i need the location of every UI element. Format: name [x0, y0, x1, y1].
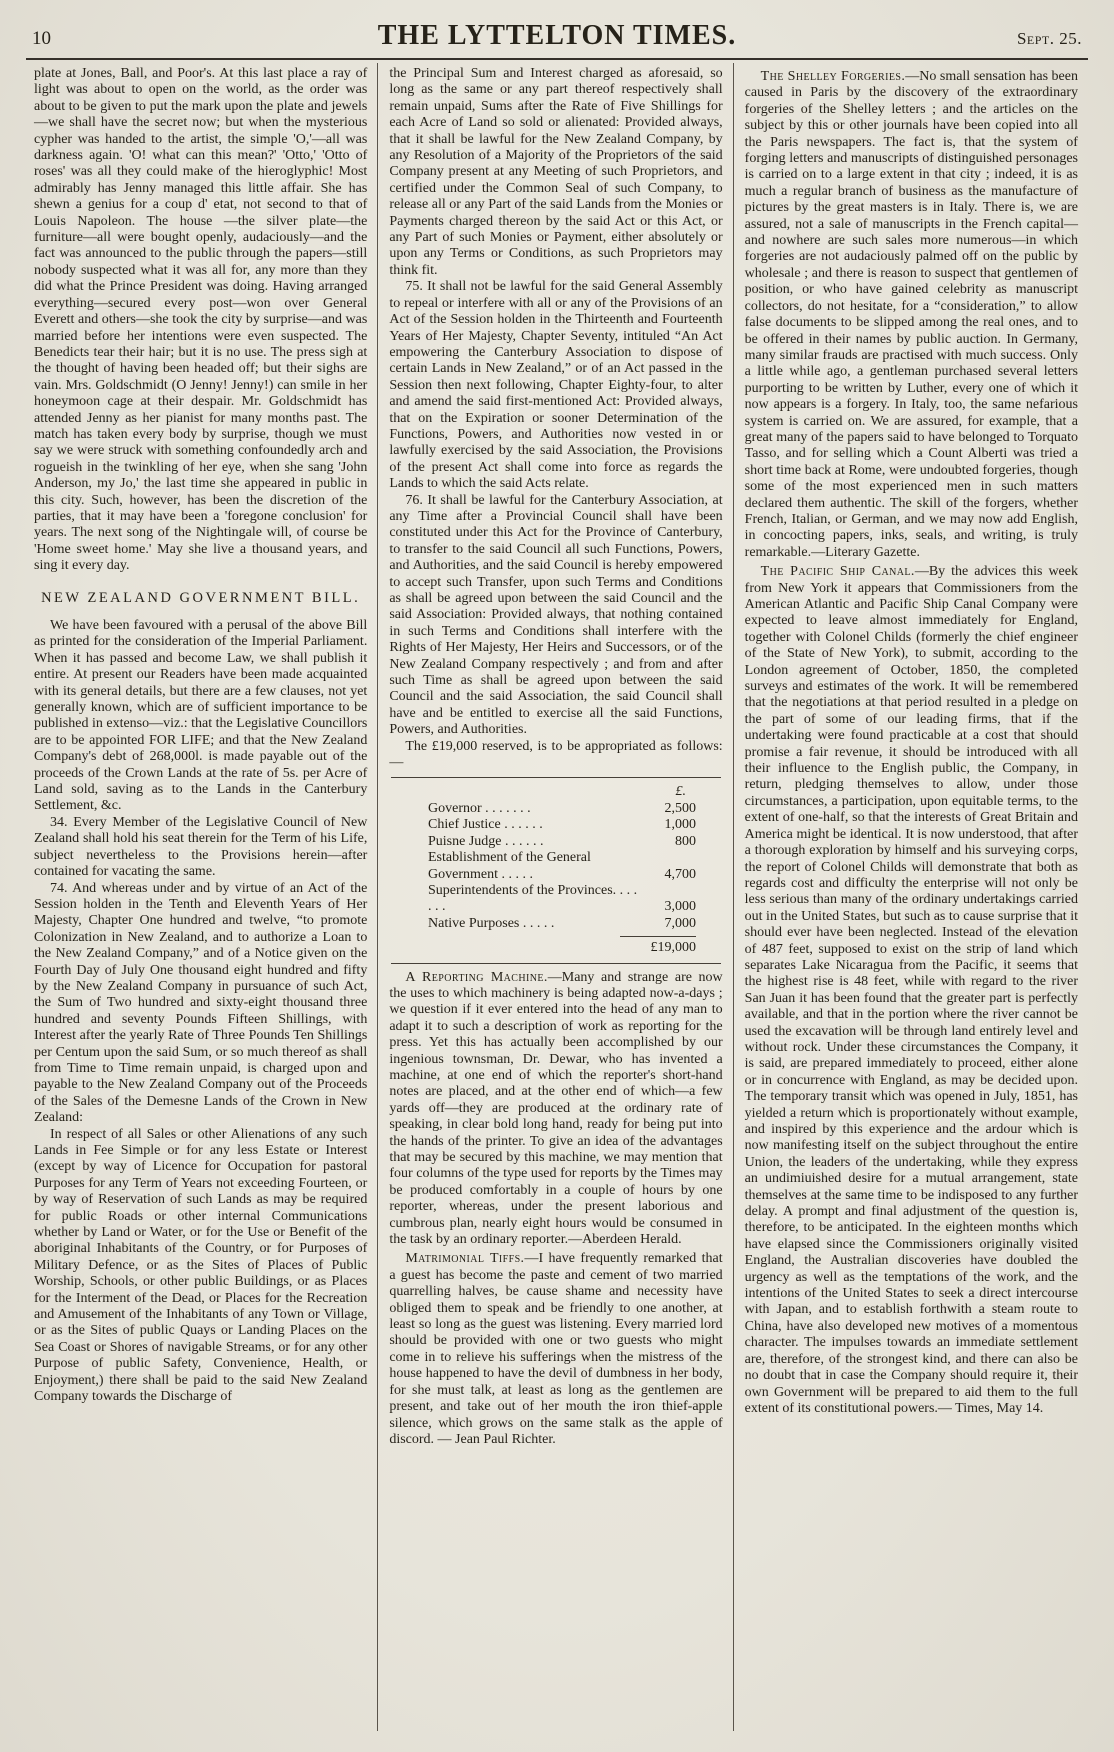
- issue-date: Sept. 25.: [1016, 29, 1082, 48]
- table-row: [416, 883, 696, 916]
- currency-header: £.: [675, 784, 686, 800]
- row-value: 7,000: [664, 915, 696, 931]
- article-body: —No small sensation has been caused in Paris by the discovery of the extraordinary forgeries of the Shelley letters ; and the articles on the subject by this or other journals have been copied into all the Paris newspapers. The fact is, that the system of forging letters and manuscripts of distinguished personages is carried on to a large extent in that city ; indeed, it is as much a regular branch of business as the manufacture of pictures by the great masters is in Italy. There is, we are assured, not a sale of manuscripts in the French capital—and nowhere are such sales more numerous—in which forgeries are not audaciously palmed off on the public by wholesale ; and there is reason to suspect that gentlemen of position, or who have gained celebrity as manuscript collectors, do not hesitate, for a “consideration,” to allow false documents to be slipped among the real ones, and to be offered in their names by public auction. In Germany, many similar frauds are practised with much success. Only a little while ago, a gentleman purchased several letters purporting to be written by Luther, every one of which it now appears is a forgery. In Italy, too, the same nefarious system is carried on. We are assured, for example, that a great many of the papers said to have belonged to Torquato Tasso, and for selling which a Count Alberti was tried a short time back at Rome, were undoubted forgeries, though some of the most experienced men in such matters declared them authentic. The skill of the forgers, whether French, Italian, or German, and we may now add English, in concocting papers, inks, seals, and writing, is truly remarkable.—Literary Gazette.: [744, 69, 1078, 560]
- article-lead: The Pacific Ship Canal.: [760, 564, 915, 580]
- section-heading-nz-government-bill: NEW ZEALAND GOVERNMENT BILL.: [41, 589, 361, 606]
- article-lead: The Shelley Forgeries.: [760, 69, 906, 84]
- article-pacific-ship-canal: [745, 564, 1078, 1417]
- article-shelley-forgeries: [745, 69, 1078, 561]
- table-row: [416, 801, 696, 817]
- table-row: [416, 916, 696, 932]
- row-value: 800: [674, 833, 696, 849]
- table-total: £19,000: [620, 936, 696, 956]
- row-label: Governor . . . . . . .: [428, 800, 531, 816]
- paragraph-continuation: plate at Jones, Ball, and Poor's. At this last place a ray of light was about to open on the world, as the order was about to be given to put the mark upon the plate and jewels—we shall have the secret now; but when the mysterious cypher was handed to the artist, the simple 'O,'—all was darkness again. 'O! what can this mean?' 'Otto,' 'Otto of roses' was all they could make of the hieroglyphic! Most admirably has Jenny managed this little affair. She has shewn a genius for a coup d' etat, not second to that of Louis Napoleon. The house —the silver plate—the furniture—all were bought openly, audaciously—and the fact was announced to the public through the papers—still nobody suspected what it was all for, any more than they did what the Prince President was doing. Having arranged everything—secured every post—won over General Everett and others—she took the city by surprise—and was married before her intentions were even suspected. The Benedicts tear their hair; but it is no use. The press sigh at the thought of having been headed off; but their sighs are vain. Mrs. Goldschmidt (O Jenny! Jenny!) can smile in her honeymoon cage at their despair. Mr. Goldschmidt has attended Jenny as her pianist for many months past. The match has taken every body by surprise, though we must say we were struck with something confoundedly arch and rogueish in the twinkling of her eye, when she sang 'John Anderson, my Jo,' the last time she appeared in public in this city. Such, however, has been the discretion of the parties, that it may have been a 'foregone conclusion' for years. The next song of the Nightingale will, of course be 'Home sweet home.' May she live a thousand years, and sing it every day.: [34, 66, 368, 574]
- paragraph: 76. It shall be lawful for the Canterbury Association, at any Time after a Provincial Council shall have been constituted under this Act for the Province of Canterbury, to transfer to the said Council all such Functions, Powers, and Authorities, and the said Council is hereby empowered to accept such Transfer, upon such Terms and Conditions as shall be agreed upon between the said Council and the said Association: Provided always, that nothing contained in such Terms and Conditions shall interfere with the Rights of Her Majesty, Her Heirs and Successors, or of the New Zealand Company respectively ; and from and after such Time as shall be agreed upon between the said Council and the said Association, the said Council shall have and be entitled to exercise all the said Functions, Powers, and Authorities.: [389, 492, 723, 738]
- column-3: [733, 63, 1088, 1731]
- row-value: 1,000: [664, 817, 696, 833]
- row-value: 3,000: [664, 899, 696, 915]
- article-matrimonial-tiffs: [389, 1251, 722, 1448]
- row-value: 4,700: [664, 866, 696, 882]
- table-row: [416, 850, 696, 883]
- paragraph: In respect of all Sales or other Alienations of any such Lands in Fee Simple or for any less Estate or Interest (except by way of Licence for Occupation for pastoral Purposes for any Term of Years not exceeding Fourteen, or by way of Reservation of such Lands as may be required for public Roads or other internal Communications whether by Land or Water, or for the Use or Benefit of the aboriginal Inhabitants of the Country, or for Purposes of Military Defence, or as the Sites of Places of Public Worship, Schools, or other public Buildings, or as Places for the Interment of the Dead, or Places for the Recreation and Amusement of the Inhabitants of any Town or Village, or as the Sites of public Quays or Landing Places on the Sea Coast or Shores of navigable Streams, or for any other Purpose of public Safety, Convenience, Health, or Enjoyment,) there shall be paid to the said New Zealand Company towards the Discharge of: [34, 1126, 368, 1405]
- paragraph: We have been favoured with a perusal of the above Bill as printed for the consideration of the Imperial Parliament. When it has passed and become Law, we shall publish it entire. At present our Readers have been made acquainted with its general details, but there are a few clauses, not yet generally known, which are of sufficient importance to be published in extenso—viz.: that the Legislative Councillors are to be appointed FOR LIFE; and that the New Zealand Company's debt of 268,000l. is made payable out of the proceeds of the Crown Lands at the rate of 5s. per Acre of Land sold, saving as to the Lands in the Canterbury Settlement, &c.: [34, 618, 368, 814]
- column-2: [377, 63, 732, 1731]
- article-body: —I have frequently remarked that a guest has become the paste and cement of two married quarrelling halves, be cause shame and necessity have obliged them to speak and be friendly to one another, at least so long as the guest was listening. Every married lord should be provided with one or two guests who might come in to relieve his sufferings when the mistress of the house happened to have the devil of dumbness in her body, for she must talk, at least as long as the gentlemen are present, and take out of her mouth the iron thief-apple silence, which grows on the same stalk as the apple of discord. — Jean Paul Richter.: [389, 1251, 723, 1447]
- article-reporting-machine: [389, 970, 722, 1249]
- paragraph-continuation: the Principal Sum and Interest charged as aforesaid, so long as the same or any part thereof respectively shall remain unpaid, Sums after the Rate of Five Shillings for each Acre of Land so sold or alienated: Provided always, that it shall be lawful for the New Zealand Company, by any Resolution of a Majority of the Proprietors of the said Company present at any Meeting of such Proprietors, and certified under the Common Seal of such Company, to release all or any Part of the said Lands from the Monies or Payments charged thereon by the said Act or this Act, or any Part of such Monies or Payment, either absolutely or upon any Terms or Conditions, as such Proprietors may think fit.: [389, 66, 723, 278]
- article-body: —Many and strange are now the uses to which machinery is being adapted now-a-days ; we question if it ever entered into the head of any man to adapt it to such a description of work as reporting for the press. Yet this has actually been accomplished by our ingenious townsman, Dr. Dewar, who has invented a machine, at one end of which the reporter's short-hand notes are placed, and at the other end of which—a few yards off—they are produced at the ordinary rate of speaking, in clear bold long hand, ready for being put into the hands of the printer. To give an idea of the advantages that may be secured by this machine, we may mention that four columns of the type used for reports by the Times may be produced comfortably in a couple of hours by one reporter, whereas, under the present laborious and cumbrous plan, nearly eight hours would be consumed in the task by an ordinary reporter.—Aberdeen Herald.: [389, 969, 723, 1248]
- row-label: Native Purposes . . . . .: [428, 915, 555, 931]
- column-rule: [391, 777, 720, 778]
- appropriation-intro: The £19,000 reserved, is to be appropriated as follows:—: [389, 738, 723, 771]
- paragraph: 34. Every Member of the Legislative Council of New Zealand shall hold his seat therein for the Term of his Life, subject nevertheless to the Provisions herein—after contained for vacating the same.: [34, 814, 368, 880]
- article-lead: Matrimonial Tiffs.: [405, 1251, 525, 1267]
- page-number: 10: [32, 28, 51, 49]
- masthead: [26, 20, 1088, 60]
- paragraph: 75. It shall not be lawful for the said General Assembly to repeal or interfere with all or any of the Provisions of an Act of the Session holden in the Thirteenth and Fourteenth Years of Her Majesty, Chapter Seventy, intituled “An Act empowering the Canterbury Association to dispose of certain Lands in New Zealand,” or of an Act passed in the Session then next following, Chapter Eighty-four, to alter and amend the said first-mentioned Act: Provided always, that on the Expiration or sooner Determination of the Functions, Powers, and Authorities now vested in or lawfully exercised by the said Association, the Provisions of the present Act shall come into force as regards the Lands to which the said Acts relate.: [389, 279, 723, 492]
- table-row: [416, 834, 696, 850]
- column-rule: [391, 963, 720, 964]
- row-label: Establishment of the General Government . . . . .: [428, 850, 591, 882]
- appropriation-table: [416, 784, 696, 956]
- article-lead: A Reporting Machine.: [405, 969, 548, 985]
- article-body: —By the advices this week from New York it appears that Commissioners from the American Atlantic and Pacific Ship Canal Company were expected to leave almost immediately for England, together with Colonel Childs (formerly the chief engineer of the State of New York), to submit, according to the London agreement of October, 1850, the completed surveys and estimates of the work. It will be remembered that the negotiations at that period resulted in a pledge on the part of some of our leading firms, that if the undertaking were found practicable at a cost that should promise a fair revenue, it should be introduced with all their influence to the English public, the Company, in return, pledging themselves to allow, under those circumstances, a participation, upon equitable terms, to the extent of one-half, so that the interests of Great Britain and America might be identical. It is now understood, that after a thorough exploration by himself and his surveying corps, the report of Colonel Childs will demonstrate that both as regards cost and difficulty the enterprise will not only be less serious than many of the ordinary undertakings carried out in the United States, but such as to cause surprise that it should ever have been neglected. Instead of the elevation of 487 feet, supposed to exist on the strip of land which separates Lake Nicaragua from the Pacific, it seems that the highest rise is 48 feet, while with regard to the river San Juan it has been found that the greater part is perfectly available, and that in the portion where the river cannot be used the excavation will be through land entirely level and without rock. Under these circumstances the Company, it is said, are prepared immediately to proceed, either alone or in concurrence with England, as may be decided upon. The temporary transit which was opened in July, 1851, has yielded a return which is proportionately without example, and inspired by this experience and the ardour which is now manifesting itself on the subject throughout the entire Union, the leaders of the undertaking, while they express an undimiuished desire for a mutual arrangement, state themselves at the same time to be indisposed to any further delay. A prompt and final adjustment of the question is, therefore, to be anticipated. In the eighteen months which have elapsed since the Commissioners originally visited England, the Australian discoveries have doubled the urgency as well as the temptations of the work, and the intentions of the United States to seek a direct intercourse with Japan, and to establish forthwith a steam route to China, have also developed new motives of a momentous character. The impulses towards an immediate settlement are, therefore, of the strongest kind, and there can also be no doubt that in case the Company should require it, their own Government will be prepared to aid them to the full extent of its constitutional powers.— Times, May 14.: [744, 564, 1078, 1416]
- row-label: Puisne Judge . . . . . .: [428, 833, 544, 849]
- row-label: Superintendents of the Provinces. . . . . . .: [428, 882, 638, 915]
- table-row: [416, 817, 696, 833]
- newspaper-title: THE LYTTELTON TIMES.: [377, 20, 737, 51]
- columns-container: [26, 63, 1088, 1731]
- column-1: [26, 63, 377, 1731]
- row-value: 2,500: [664, 800, 696, 816]
- paragraph: 74. And whereas under and by virtue of an Act of the Session holden in the Tenth and Eleventh Years of Her Majesty, Chapter One hundred and twelve, “to promote Colonization in New Zealand, and to authorize a Loan to the New Zealand Company,” and of a Notice given on the Fourth Day of July One thousand eight hundred and fifty by the New Zealand Company in pursuance of such Act, the Sum of Two hundred and sixty-eight thousand three hundred and seventy Pounds Fifteen Shillings, with Interest after the yearly Rate of Three Pounds Ten Shillings per Centum upon the said Sum, or so much thereof as shall from Time to Time remain unpaid, is charged upon and payable to the New Zealand Company out of the Proceeds of the Sales of the Demesne Lands of the Crown in New Zealand:: [34, 880, 368, 1126]
- row-label: Chief Justice . . . . . .: [428, 817, 543, 833]
